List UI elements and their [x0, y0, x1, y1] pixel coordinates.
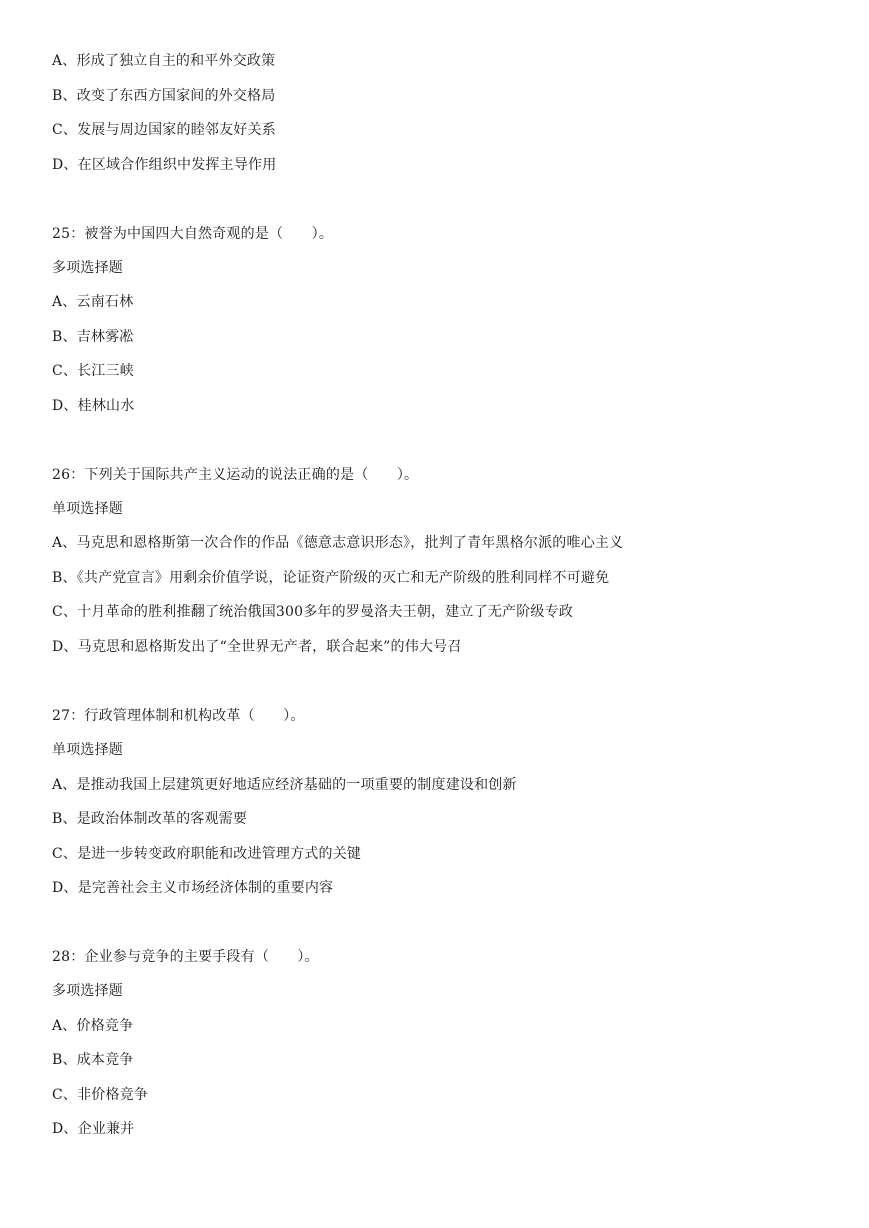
question-type: 单项选择题 — [52, 501, 123, 517]
question-type: 多项选择题 — [52, 983, 123, 999]
option-c: C、长江三峡 — [52, 363, 134, 379]
option-b: B、吉林雾凇 — [52, 329, 134, 345]
option-c: C、十月革命的胜利推翻了统治俄国300多年的罗曼洛夫王朝，建立了无产阶级专政 — [52, 604, 574, 620]
question-stem: 25：被誉为中国四大自然奇观的是（ ）。 — [52, 226, 334, 242]
option-b: B、是政治体制改革的客观需要 — [52, 811, 248, 827]
option-b: B、《共产党宣言》用剩余价值学说，论证资产阶级的灭亡和无产阶级的胜利同样不可避免 — [52, 570, 610, 586]
question-stem: 28：企业参与竞争的主要手段有（ ）。 — [52, 949, 319, 965]
option-a: A、价格竞争 — [52, 1018, 134, 1034]
option-c: C、是进一步转变政府职能和改进管理方式的关键 — [52, 846, 362, 862]
question-stem: 27：行政管理体制和机构改革（ ）。 — [52, 708, 305, 724]
option-a: A、云南石林 — [52, 294, 134, 310]
option-d: D、是完善社会主义市场经济体制的重要内容 — [52, 880, 334, 896]
question-type: 单项选择题 — [52, 742, 123, 758]
option-d: D、企业兼并 — [52, 1121, 135, 1137]
option-d: D、马克思和恩格斯发出了“全世界无产者，联合起来”的伟大号召 — [52, 639, 462, 655]
option-c: C、发展与周边国家的睦邻友好关系 — [52, 122, 276, 138]
option-c: C、非价格竞争 — [52, 1087, 149, 1103]
option-b: B、改变了东西方国家间的外交格局 — [52, 88, 276, 104]
option-a: A、是推动我国上层建筑更好地适应经济基础的一项重要的制度建设和创新 — [52, 777, 517, 793]
option-a: A、形成了独立自主的和平外交政策 — [52, 53, 276, 69]
option-d: D、桂林山水 — [52, 398, 135, 414]
option-b: B、成本竞争 — [52, 1052, 134, 1068]
option-a: A、马克思和恩格斯第一次合作的作品《德意志意识形态》，批判了青年黑格尔派的唯心主义 — [52, 535, 624, 551]
question-type: 多项选择题 — [52, 260, 123, 276]
question-stem: 26：下列关于国际共产主义运动的说法正确的是（ ）。 — [52, 467, 419, 483]
option-d: D、在区域合作组织中发挥主导作用 — [52, 157, 277, 173]
